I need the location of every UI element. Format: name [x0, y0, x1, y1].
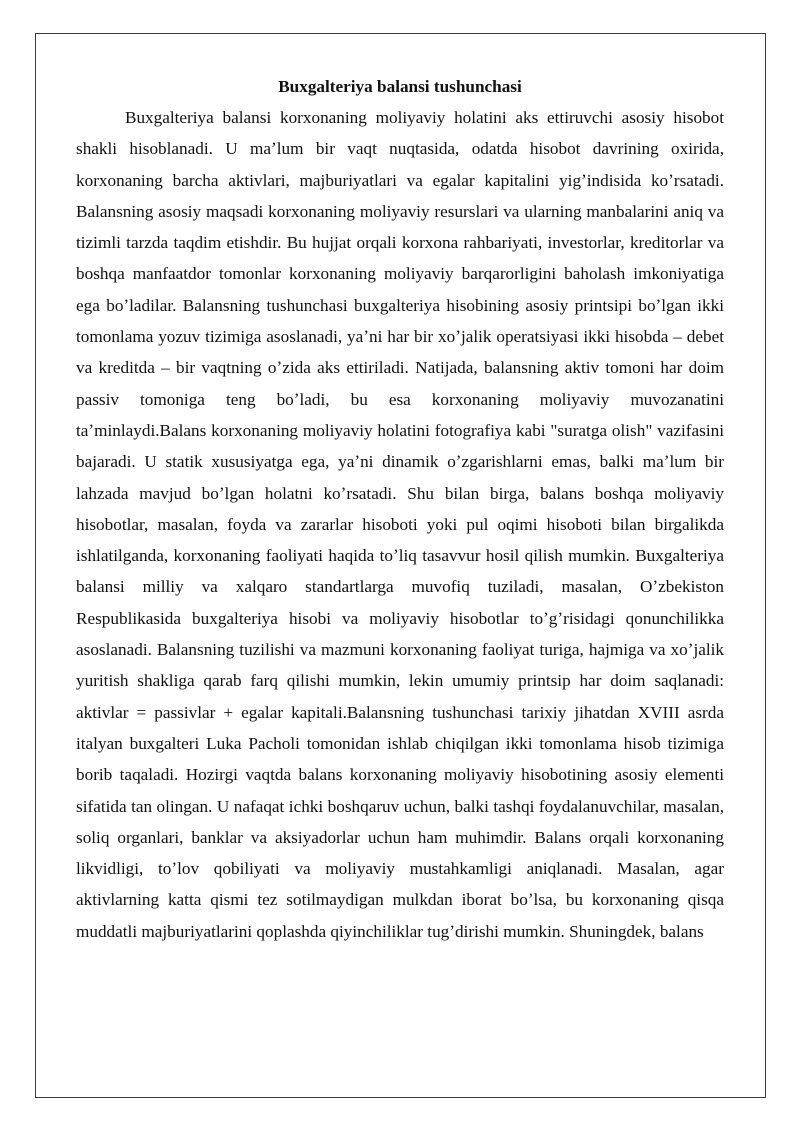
document-content: [76, 74, 724, 947]
body-paragraph: Buxgalteriya balansi korxonaning moliyaviy holatini aks ettiruvchi asosiy hisobot shakli hisoblanadi. U maʼlum bir vaqt nuqtasida, odatda hisobot davrining oxirida, korxonaning barcha aktivlari, majburiyatlari va egalar kapitalini yigʼindisida koʼrsatadi. Balansning asosiy maqsadi korxonaning moliyaviy resurslari va ularning manbalarini aniq va tizimli tarzda taqdim etishdir. Bu hujjat orqali korxona rahbariyati, investorlar, kreditorlar va boshqa manfaatdor tomonlar korxonaning moliyaviy barqarorligini baholash imkoniyatiga ega boʼladilar. Balansning tushunchasi buxgalteriya hisobining asosiy printsipi boʼlgan ikki tomonlama yozuv tizimiga asoslanadi, yaʼni har bir xoʼjalik operatsiyasi ikki hisobda – debet va kreditda – bir vaqtning oʼzida aks ettiriladi. Natijada, balansning aktiv tomoni har doim passiv tomoniga teng boʼladi, bu esa korxonaning moliyaviy muvozanatini taʼminlaydi.Balans korxonaning moliyaviy holatini fotografiya kabi "suratga olish" vazifasini bajaradi. U statik xususiyatga ega, yaʼni dinamik oʼzgarishlarni emas, balki maʼlum bir lahzada mavjud boʼlgan holatni koʼrsatadi. Shu bilan birga, balans boshqa moliyaviy hisobotlar, masalan, foyda va zararlar hisoboti yoki pul oqimi hisoboti bilan birgalikda ishlatilganda, korxonaning faoliyati haqida toʼliq tasavvur hosil qilish mumkin. Buxgalteriya balansi milliy va xalqaro standartlarga muvofiq tuziladi, masalan, Oʼzbekiston Respublikasida buxgalteriya hisobi va moliyaviy hisobotlar toʼgʼrisidagi qonunchilikka asoslanadi. Balansning tuzilishi va mazmuni korxonaning faoliyat turiga, hajmiga va xoʼjalik yuritish shakliga qarab farq qilishi mumkin, lekin umumiy printsip har doim saqlanadi: aktivlar = passivlar + egalar kapitali.Balansning tushunchasi tarixiy jihatdan XVIII asrda italyan buxgalteri Luka Pacholi tomonidan ishlab chiqilgan ikki tomonlama hisob tizimiga borib taqaladi. Hozirgi vaqtda balans korxonaning moliyaviy hisobotining asosiy elementi sifatida tan olingan. U nafaqat ichki boshqaruv uchun, balki tashqi foydalanuvchilar, masalan, soliq organlari, banklar va aksiyadorlar uchun ham muhimdir. Balans orqali korxonaning likvidligi, toʼlov qobiliyati va moliyaviy mustahkamligi aniqlanadi. Masalan, agar aktivlarning katta qismi tez sotilmaydigan mulkdan iborat boʼlsa, bu korxonaning qisqa muddatli majburiyatlarini qoplashda qiyinchiliklar tugʼdirishi mumkin. Shuningdek, balans: [76, 108, 724, 941]
document-title: Buxgalteriya balansi tushunchasi: [278, 77, 522, 96]
